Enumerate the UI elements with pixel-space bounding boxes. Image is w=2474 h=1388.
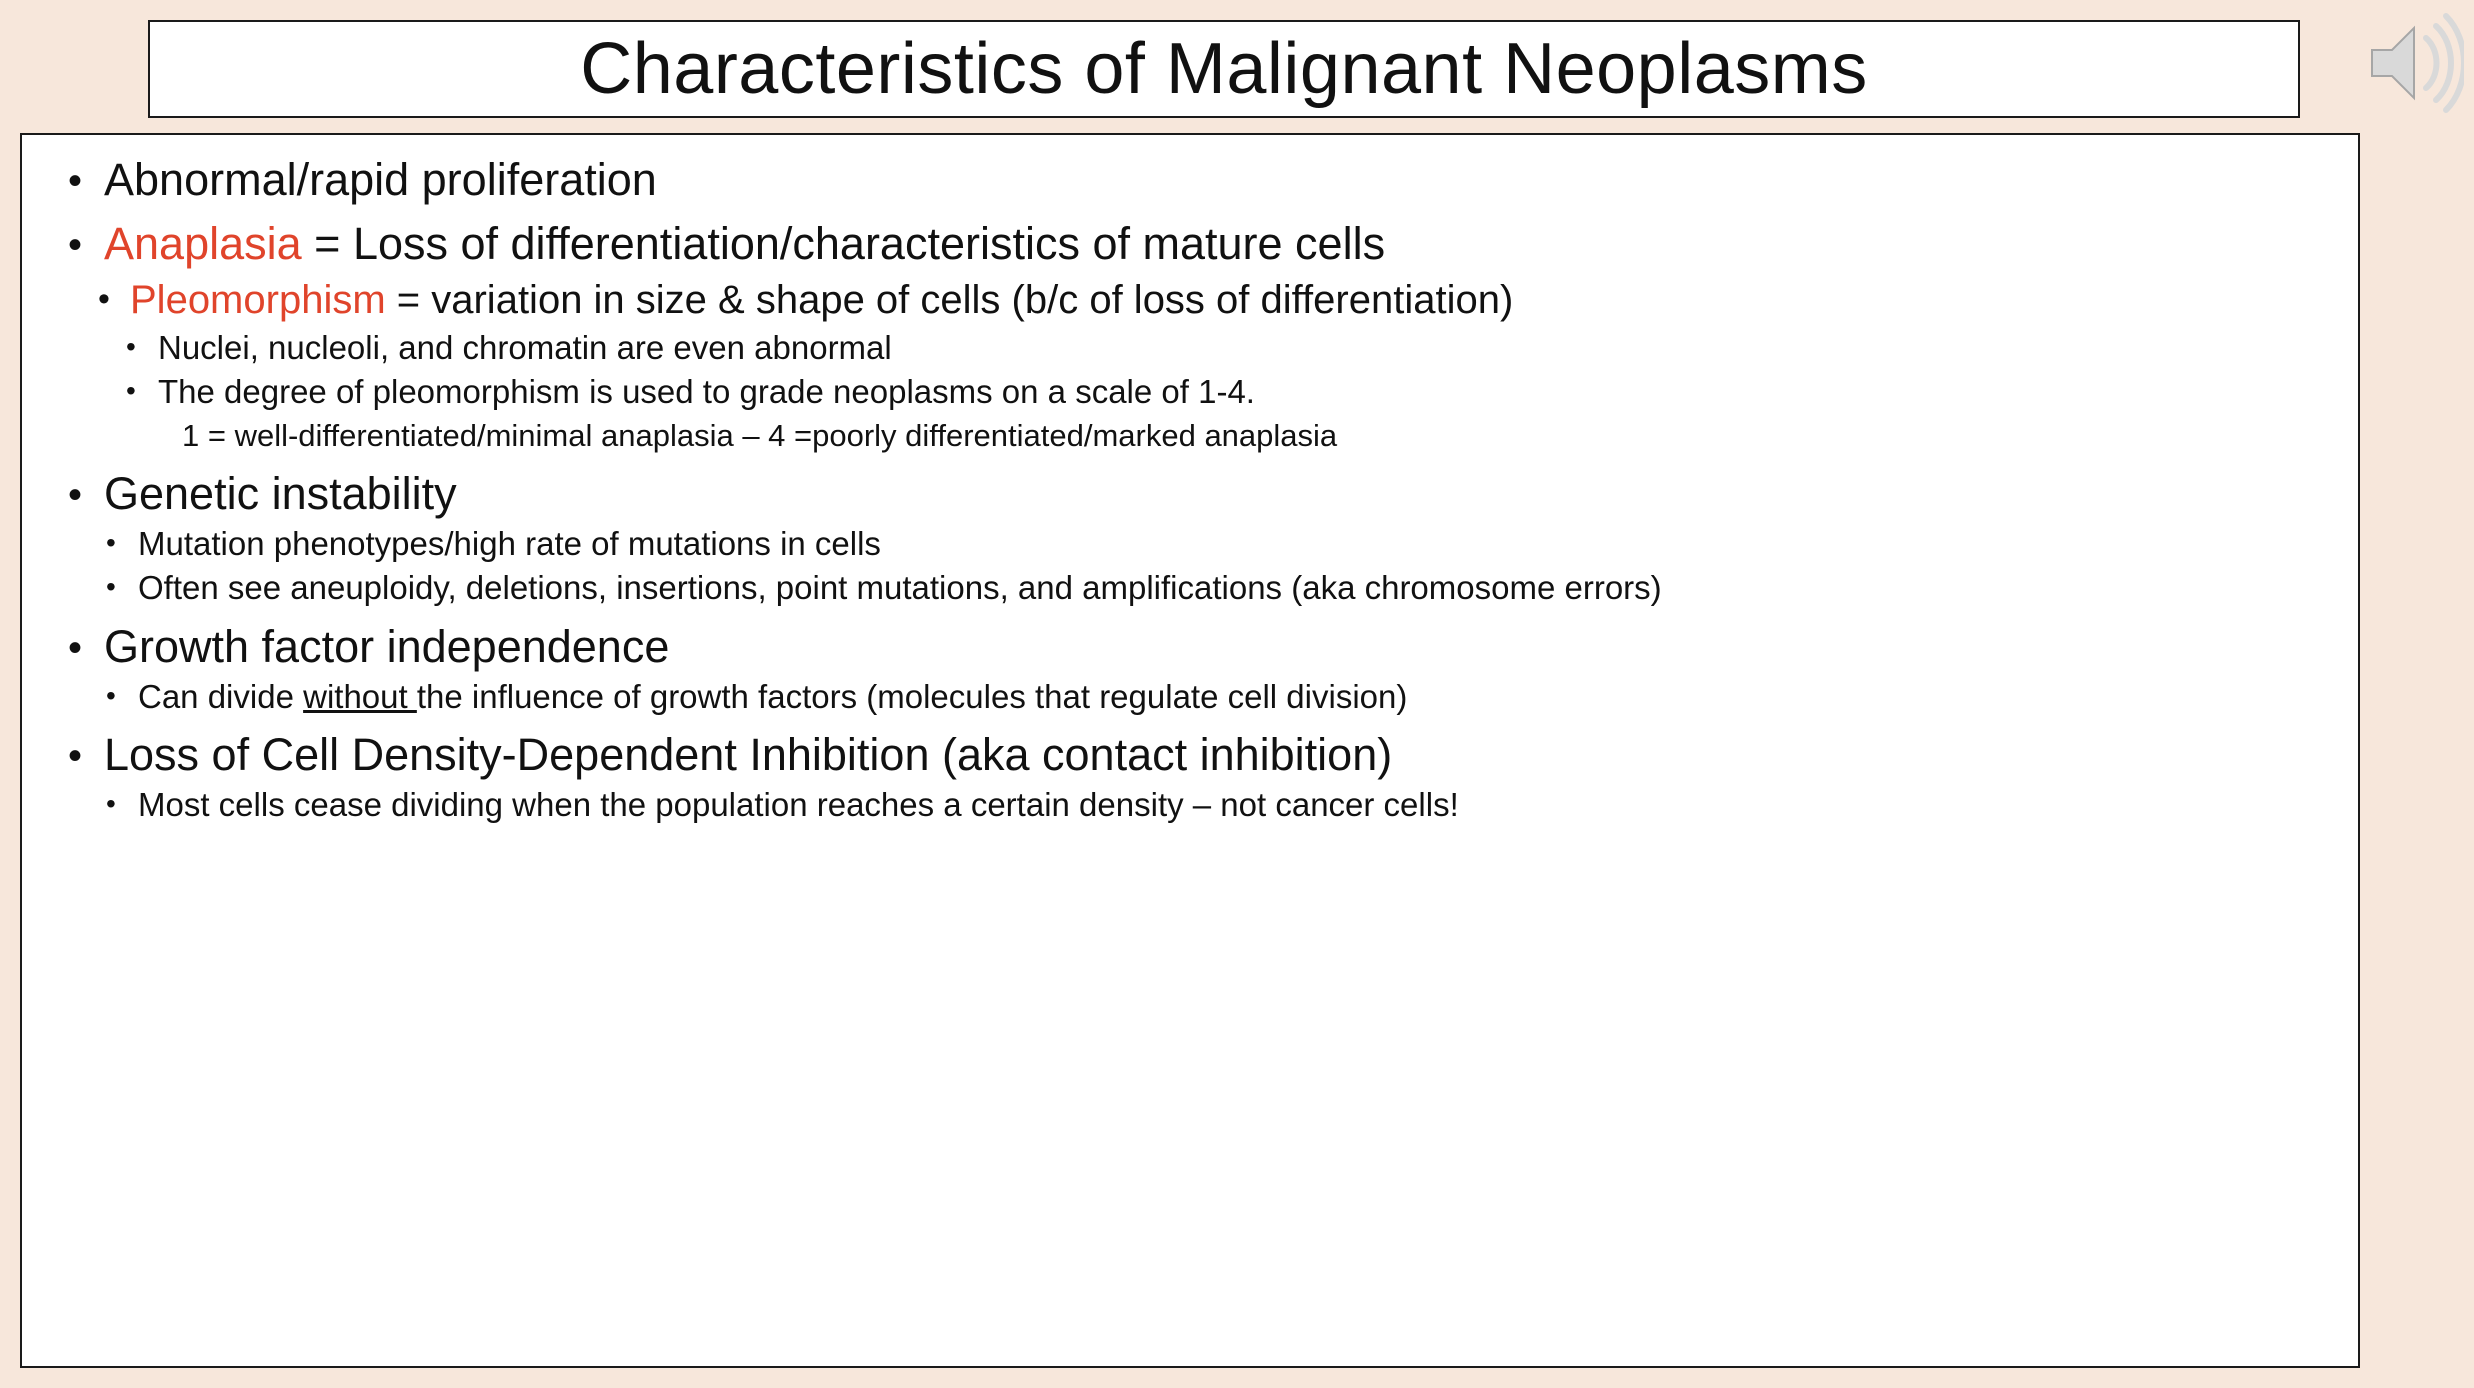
- bullet-text: • Genetic instability: [104, 468, 457, 519]
- list-item: [46, 217, 2334, 269]
- bullet-list: [46, 154, 2334, 824]
- bullet-text: 1 = well-differentiated/minimal anaplasia – 4 =poorly differentiated/marked anaplasia: [182, 418, 1338, 454]
- list-item: [104, 375, 2334, 410]
- bullet-text: [138, 678, 1407, 715]
- bullet-text: [104, 218, 1385, 269]
- slide-body: [20, 133, 2360, 1368]
- list-item: [84, 571, 2334, 606]
- highlight-pleomorphism: Pleomorphism: [130, 277, 386, 322]
- bullet-text: • Growth factor independence: [104, 621, 669, 672]
- bullet-text: • Nuclei, nucleoli, and chromatin are even abnormal: [158, 329, 892, 366]
- list-item: [104, 328, 2334, 366]
- bullet-text-post: the influence of growth factors (molecules that regulate cell division): [416, 677, 1408, 715]
- highlight-anaplasia: Anaplasia: [104, 217, 302, 269]
- underlined-without: without: [303, 677, 417, 715]
- list-item: [46, 620, 2334, 672]
- list-item: [46, 154, 2334, 205]
- list-item-note: [104, 420, 2334, 453]
- bullet-text-pre: Can divide: [138, 677, 304, 715]
- bullet-text: • Loss of Cell Density-Dependent Inhibition (aka contact inhibition): [104, 729, 1392, 780]
- list-item: [84, 788, 2334, 823]
- bullet-text: • Most cells cease dividing when the population reaches a certain density – not cancer cells!: [138, 786, 1459, 823]
- bullet-text: • Often see aneuploidy, deletions, insertions, point mutations, and amplifications (aka chromosome errors): [138, 569, 1662, 606]
- list-item: [84, 677, 2334, 715]
- slide-title-box: [148, 20, 2300, 118]
- list-item: [46, 729, 2334, 781]
- bullet-text-rest: = Loss of differentiation/characteristics of mature cells: [301, 217, 1386, 269]
- bullet-text: [130, 278, 1513, 322]
- bullet-text: • The degree of pleomorphism is used to grade neoplasms on a scale of 1-4.: [158, 373, 1255, 410]
- bullet-text: • Mutation phenotypes/high rate of mutations in cells: [138, 525, 881, 562]
- page-title: Characteristics of Malignant Neoplasms: [580, 29, 1868, 109]
- speaker-icon[interactable]: [2354, 8, 2464, 118]
- bullet-text: • Abnormal/rapid proliferation: [104, 154, 657, 205]
- list-item: [46, 467, 2334, 519]
- list-item: [80, 279, 2334, 321]
- list-item: [84, 524, 2334, 562]
- bullet-text-rest: = variation in size & shape of cells (b/c of loss of differentiation): [385, 277, 1514, 322]
